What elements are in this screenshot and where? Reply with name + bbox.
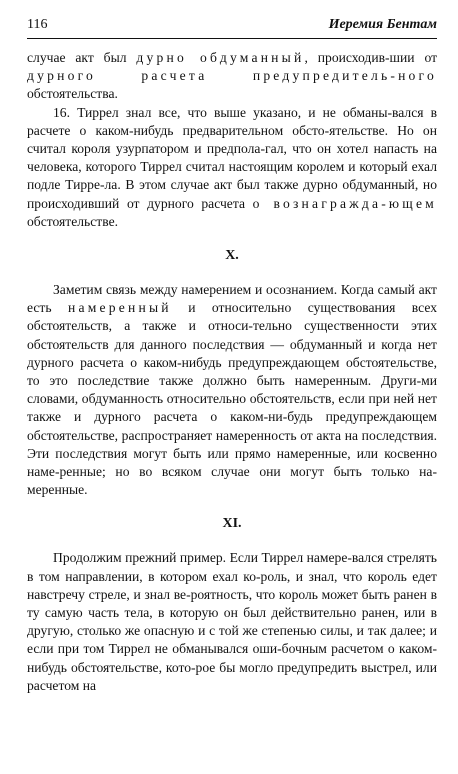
spaced-emphasis: намеренный: [68, 300, 172, 316]
running-title: Иеремия Бентам: [328, 17, 437, 32]
text-run: обстоятельстве.: [27, 213, 119, 229]
text-run: Заметим связь между намерением и осознанием. Когда самый акт есть: [27, 282, 437, 316]
spaced-emphasis: о вознагражда-ющем: [252, 195, 437, 211]
page-body: [27, 49, 437, 695]
book-page: [27, 16, 437, 695]
running-header: [27, 16, 437, 39]
paragraph-16: [27, 104, 437, 231]
spaced-emphasis: дурного расчета предупредитель-ного: [27, 68, 437, 84]
text-run: Продолжим прежний пример. Если Тиррел намере-вался стрелять в том направлении, в котором ехал ко-роль, и знал, что король едет навстречу стреле, и знал ве-роятность, что король может быть ранен в ту самую часть тела, в которую он был действительно ранен, или в другую, столько же опасную и с той же степенью силы, и так далее; и если при том Тиррел не обманывался оши-бочным расчетом о каком-нибудь обстоятельстве, кото-рое бы могло предупредить выстрел, или расчетом на: [27, 550, 437, 693]
spaced-emphasis: дурно обдуманный: [136, 50, 305, 65]
section-heading-x: X.: [225, 248, 239, 264]
page-number: 116: [27, 17, 48, 32]
paragraph-intention: [27, 281, 437, 499]
paragraph-continuation: [27, 49, 437, 104]
text-run: обстоятельства.: [27, 86, 118, 102]
text-run: и относительно существования всех обстоятельств, а также и относи-тельно существенности этих обстоятельств для данного последствия — обдуманный и когда нет дурного расчета о каком-нибудь предупреждающем обстоятельстве, то это последствие также должно быть намеренным. Други-ми словами, обдуманность относительно обстоятельств, если при ней нет также и дурного расчета о каком-ни-будь предупреждающем обстоятельстве, распространяет намеренность от акта на последствия. Эти последствия могут быть или прямо намеренные, или косвенно наме-ренные; но во всяком случае они могут быть только на-меренные.: [27, 300, 438, 498]
section-heading-xi: XI.: [222, 516, 242, 532]
text-run: , происходив-шии от: [304, 50, 438, 65]
text-run: случае акт был: [27, 50, 137, 65]
paragraph-example: [27, 549, 437, 695]
text-run: 16. Тиррел знал все, что выше указано, и не обманы-вался в расчете о каком-нибудь предварительном обсто-ятельстве. Но он считал короля узурпатором и предпола-гал, что он хотел напасть на человека, которого Тиррел считал настоящим королем и который ехал подле Тирре-ла. В этом случае акт был также дурно обдуманный, но происходивший от дурного расчета: [27, 104, 437, 211]
